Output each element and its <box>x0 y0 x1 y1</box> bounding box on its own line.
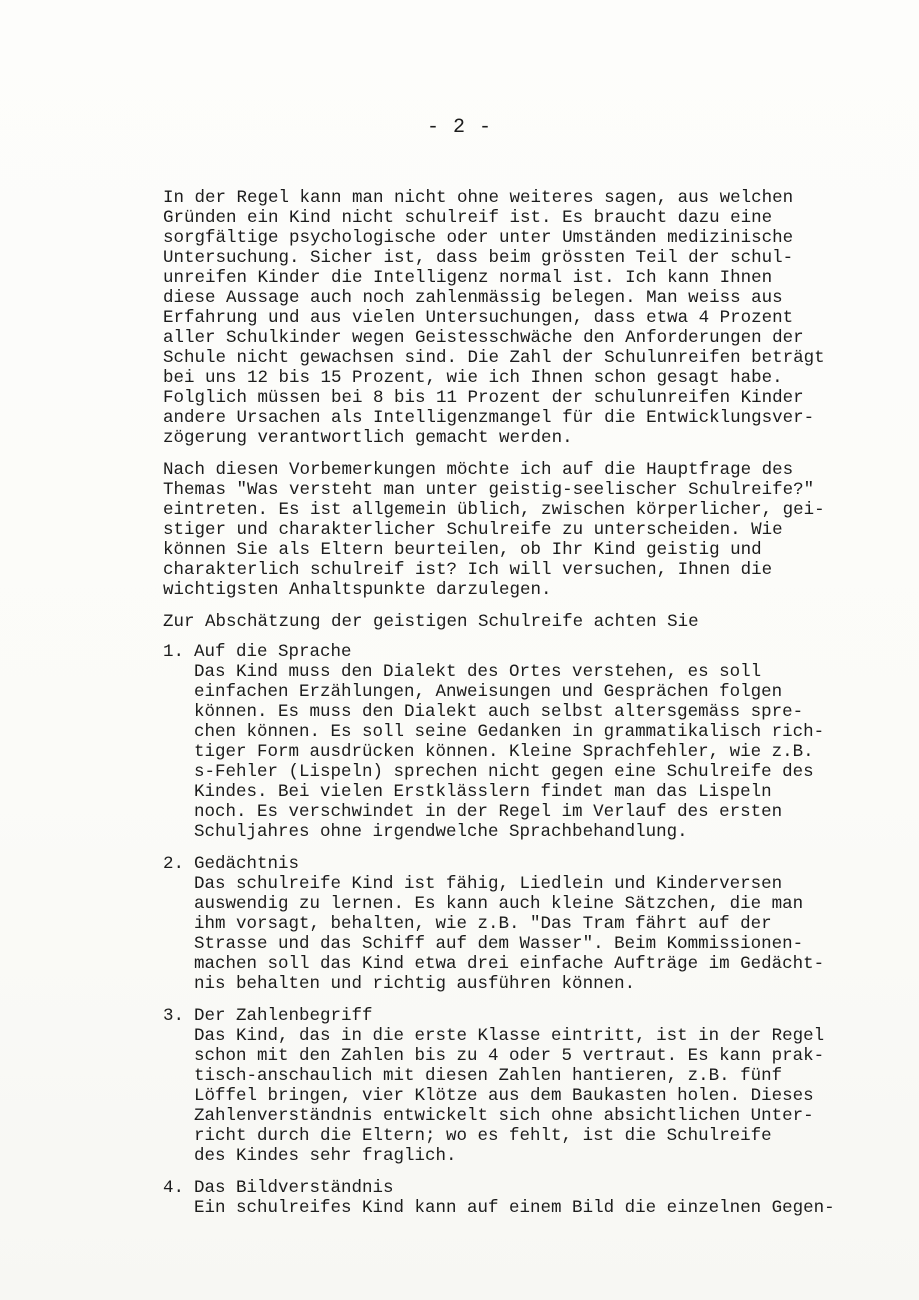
text-line: zögerung verantwortlich gemacht werden. <box>163 428 573 448</box>
list-item-heading: Gedächtnis <box>194 854 300 874</box>
text-line: Das Kind muss den Dialekt des Ortes verstehen, es soll <box>194 662 762 682</box>
text-line: Nach diesen Vorbemerkungen möchte ich auf die Hauptfrage des <box>163 460 794 480</box>
paragraphs <box>163 188 868 632</box>
text-line: Gründen ein Kind nicht schulreif ist. Es braucht dazu eine <box>163 208 773 228</box>
text-line: richt durch die Eltern; wo es fehlt, ist die Schulreife <box>194 1126 772 1146</box>
numbered-list <box>163 642 868 1218</box>
text-line: chen können. Es soll seine Gedanken in grammatikalisch rich- <box>194 722 825 742</box>
text-line: tiger Form ausdrücken können. Kleine Sprachfehler, wie z.B. <box>194 742 814 762</box>
text-line: einfachen Erzählungen, Anweisungen und Gesprächen folgen <box>194 682 783 702</box>
text-line: Themas "Was versteht man unter geistig-seelischer Schulreife?" <box>163 480 815 500</box>
list-item-body <box>194 854 868 994</box>
text-line: noch. Es verschwindet in der Regel im Verlauf des ersten <box>194 802 783 822</box>
text-line: Kindes. Bei vielen Erstklässlern findet man das Lispeln <box>194 782 772 802</box>
list-item <box>163 1178 868 1218</box>
text-line: tisch-anschaulich mit diesen Zahlen hantieren, z.B. fünf <box>194 1066 783 1086</box>
list-item-body <box>194 1178 868 1218</box>
list-item-number: 1. <box>163 642 185 662</box>
paragraph <box>163 460 868 600</box>
list-item-heading: Der Zahlenbegriff <box>194 1006 373 1026</box>
text-line: können Sie als Eltern beurteilen, ob Ihr Kind geistig und <box>163 540 762 560</box>
text-line: eintreten. Es ist allgemein üblich, zwischen körperlicher, gei- <box>163 500 825 520</box>
text-line: s-Fehler (Lispeln) sprechen nicht gegen eine Schulreife des <box>194 762 814 782</box>
text-line: stiger und charakterlicher Schulreife zu unterscheiden. Wie <box>163 520 783 540</box>
text-line: Schuljahres ohne irgendwelche Sprachbehandlung. <box>194 822 688 842</box>
list-item <box>163 1006 868 1166</box>
list-item-number: 3. <box>163 1006 185 1026</box>
text-line: bei uns 12 bis 15 Prozent, wie ich Ihnen schon gesagt habe. <box>163 368 783 388</box>
text-line: In der Regel kann man nicht ohne weiteres sagen, aus welchen <box>163 188 794 208</box>
text-line: Strasse und das Schiff auf dem Wasser". Beim Kommissionen- <box>194 934 804 954</box>
text-line: können. Es muss den Dialekt auch selbst altersgemäss spre- <box>194 702 804 722</box>
text-line: wichtigsten Anhaltspunkte darzulegen. <box>163 580 552 600</box>
paragraph <box>163 188 868 448</box>
text-line: Erfahrung und aus vielen Untersuchungen, dass etwa 4 Prozent <box>163 308 794 328</box>
text-line: nis behalten und richtig ausführen können. <box>194 974 636 994</box>
list-item <box>163 642 868 842</box>
text-line: diese Aussage auch noch zahlenmässig belegen. Man weiss aus <box>163 288 783 308</box>
text-line: Schule nicht gewachsen sind. Die Zahl der Schulunreifen beträgt <box>163 348 825 368</box>
text-line: Untersuchung. Sicher ist, dass beim grössten Teil der schul- <box>163 248 794 268</box>
list-item-number: 2. <box>163 854 185 874</box>
list-item-heading: Das Bildverständnis <box>194 1178 394 1198</box>
text-line: Ein schulreifes Kind kann auf einem Bild die einzelnen Gegen- <box>194 1198 835 1218</box>
text-line: andere Ursachen als Intelligenzmangel für die Entwicklungsver- <box>163 408 815 428</box>
text-line: aller Schulkinder wegen Geistesschwäche den Anforderungen der <box>163 328 804 348</box>
list-item-body <box>194 642 868 842</box>
list-item-body <box>194 1006 868 1166</box>
text-line: Folglich müssen bei 8 bis 11 Prozent der schulunreifen Kinder <box>163 388 804 408</box>
text-line: machen soll das Kind etwa drei einfache Aufträge im Gedächt- <box>194 954 825 974</box>
text-line: Zur Abschätzung der geistigen Schulreife achten Sie <box>163 612 699 632</box>
list-item-heading: Auf die Sprache <box>194 642 352 662</box>
text-line: unreifen Kinder die Intelligenz normal ist. Ich kann Ihnen <box>163 268 773 288</box>
paragraph <box>163 612 868 632</box>
text-line: Das schulreife Kind ist fähig, Liedlein und Kinderversen <box>194 874 783 894</box>
list-item <box>163 854 868 994</box>
text-line: ihm vorsagt, behalten, wie z.B. "Das Tram fährt auf der <box>194 914 772 934</box>
text-line: schon mit den Zahlen bis zu 4 oder 5 vertraut. Es kann prak- <box>194 1046 825 1066</box>
text-line: sorgfältige psychologische oder unter Umständen medizinische <box>163 228 794 248</box>
text-line: des Kindes sehr fraglich. <box>194 1146 457 1166</box>
text-line: Zahlenverständnis entwickelt sich ohne absichtlichen Unter- <box>194 1106 814 1126</box>
page-number: - 2 - <box>426 116 492 139</box>
text-line: Das Kind, das in die erste Klasse eintritt, ist in der Regel <box>194 1026 825 1046</box>
text-line: auswendig zu lernen. Es kann auch kleine Sätzchen, die man <box>194 894 804 914</box>
text-line: Löffel bringen, vier Klötze aus dem Baukasten holen. Dieses <box>194 1086 814 1106</box>
document-body <box>163 188 868 1218</box>
text-line: charakterlich schulreif ist? Ich will versuchen, Ihnen die <box>163 560 773 580</box>
list-item-number: 4. <box>163 1178 185 1198</box>
